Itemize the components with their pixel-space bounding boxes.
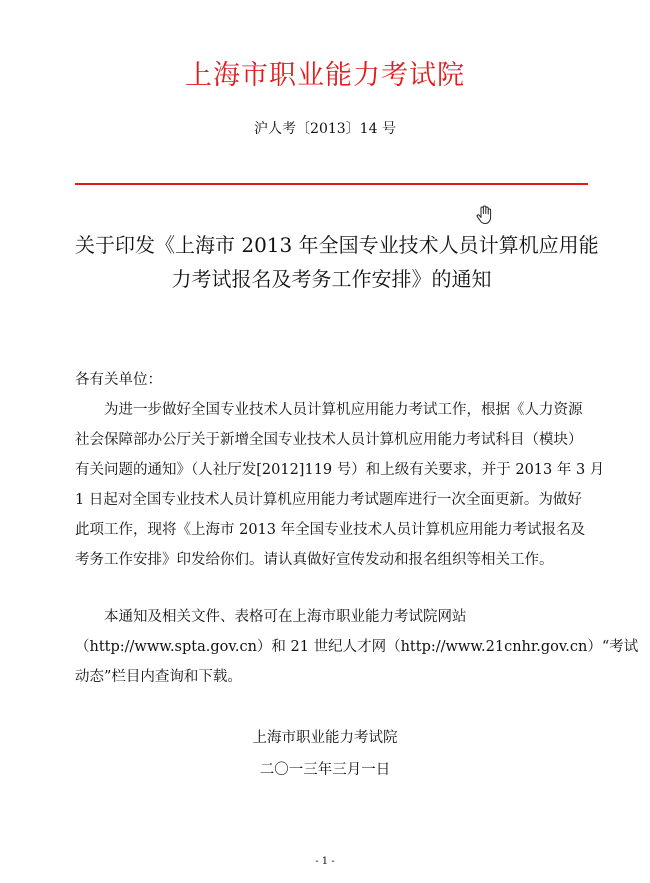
paragraph-line: 此项工作，现将《上海市 2013 年全国专业技术人员计算机应用能力考试报名及 bbox=[75, 522, 586, 538]
salutation: 各有关单位： bbox=[75, 372, 162, 388]
signature-date: 二〇一三年三月一日 bbox=[259, 762, 391, 778]
body-paragraph-2 bbox=[75, 602, 639, 692]
notice-title-line-2: 力考试报名及考务工作安排》的通知 bbox=[171, 267, 492, 291]
red-divider-line bbox=[75, 183, 588, 185]
document-number: 沪人考〔2013〕14 号 bbox=[254, 121, 396, 137]
paragraph-line: 社会保障部办公厅关于新增全国专业技术人员计算机应用能力考试科目（模块） bbox=[75, 432, 583, 448]
paragraph-line: 1 日起对全国专业技术人员计算机应用能力考试题库进行一次全面更新。为做好 bbox=[75, 492, 582, 508]
page-number: - 1 - bbox=[315, 856, 335, 867]
paragraph-line: 有关问题的通知》（人社厅发[2012]119 号）和上级有关要求，并于 2013 年 3 月 bbox=[75, 462, 605, 478]
paragraph-line: （http://www.spta.gov.cn）和 21 世纪人才网（http://www.21cnhr.gov.cn）“考试 bbox=[75, 639, 639, 655]
paragraph-line: 动态”栏目内查询和下载。 bbox=[75, 669, 242, 685]
org-header-title: 上海市职业能力考试院 bbox=[185, 60, 465, 91]
signature-organization: 上海市职业能力考试院 bbox=[252, 730, 398, 746]
hand-pointer-icon bbox=[475, 205, 493, 225]
paragraph-line: 考务工作安排》印发给你们。请认真做好宣传发动和报名组织等相关工作。 bbox=[75, 552, 554, 568]
body-paragraph-1 bbox=[75, 395, 605, 575]
notice-title bbox=[75, 228, 599, 296]
paragraph-line: 本通知及相关文件、表格可在上海市职业能力考试院网站 bbox=[104, 609, 467, 625]
paragraph-line: 为进一步做好全国专业技术人员计算机应用能力考试工作，根据《人力资源 bbox=[104, 402, 583, 418]
notice-title-line-1: 关于印发《上海市 2013 年全国专业技术人员计算机应用能 bbox=[75, 233, 599, 257]
